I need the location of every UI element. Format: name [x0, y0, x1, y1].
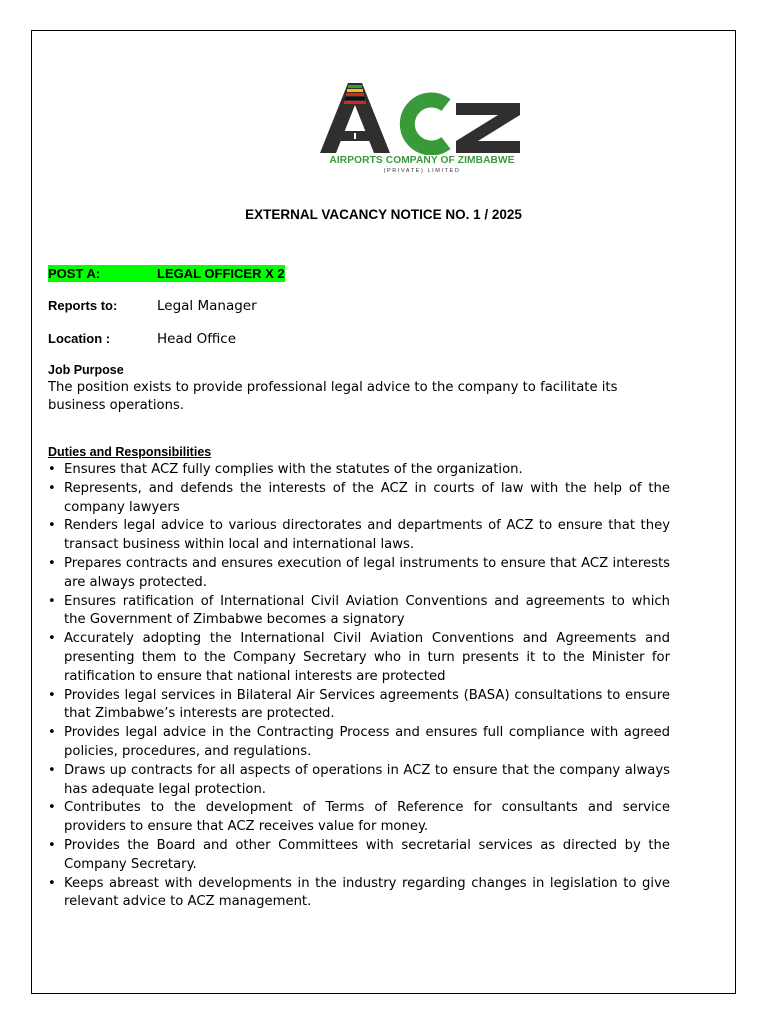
duty-item	[48, 762, 670, 800]
duty-item	[48, 875, 670, 913]
bullet-icon: •	[48, 837, 56, 853]
bullet-icon: •	[48, 462, 56, 477]
location-value: Head Office	[157, 331, 236, 347]
duty-item	[48, 480, 670, 518]
bullet-icon: •	[48, 725, 56, 741]
bullet-icon: •	[48, 480, 56, 496]
bullet-icon: •	[48, 875, 56, 891]
job-purpose-text: The position exists to provide professional legal advice to the company to facilitate its business operations.	[48, 380, 618, 413]
notice-title: EXTERNAL VACANCY NOTICE NO. 1 / 2025	[245, 207, 522, 222]
duty-item	[48, 555, 670, 593]
duty-text: Provides the Board and other Committees with secretarial services as directed by the Company Secretary.	[64, 837, 670, 872]
duty-text: Keeps abreast with developments in the industry regarding changes in legislation to give relevant advice to ACZ management.	[64, 875, 670, 910]
reports-to-label: Reports to:	[48, 298, 118, 313]
bullet-icon: •	[48, 593, 56, 609]
duty-text: Draws up contracts for all aspects of operations in ACZ to ensure that the company always has adequate legal protection.	[64, 762, 670, 797]
bullet-icon: •	[48, 762, 56, 778]
duty-text: Renders legal advice to various directorates and departments of ACZ to ensure that they transact business within local and international laws.	[64, 518, 670, 553]
bullet-icon: •	[48, 800, 56, 816]
post-label: POST A:	[48, 266, 101, 281]
duty-item	[48, 461, 670, 480]
vacancy-notice-page	[31, 30, 736, 994]
duty-item	[48, 837, 670, 875]
bullet-icon: •	[48, 687, 56, 703]
duty-text: Represents, and defends the interests of the ACZ in courts of law with the help of the company lawyers	[64, 480, 670, 515]
duty-item	[48, 593, 670, 631]
bullet-icon: •	[48, 555, 56, 571]
duty-text: Ensures that ACZ fully complies with the statutes of the organization.	[64, 462, 523, 477]
duty-text: Provides legal services in Bilateral Air Services agreements (BASA) consultations to ensure that Zimbabwe’s interests are protected.	[64, 687, 670, 722]
duty-item	[48, 799, 670, 837]
duty-item	[48, 724, 670, 762]
post-value: LEGAL OFFICER X 2	[157, 266, 285, 281]
bullet-icon: •	[48, 518, 56, 534]
post-highlight	[48, 265, 285, 282]
company-type: (PRIVATE) LIMITED	[383, 168, 461, 174]
duty-text: Ensures ratification of International Civil Aviation Conventions and agreements to which the Government of Zimbabwe becomes a signatory	[64, 593, 670, 628]
duty-item	[48, 687, 670, 725]
duty-text: Contributes to the development of Terms of Reference for consultants and service providers to ensure that ACZ receives value for money.	[64, 800, 670, 835]
duty-text: Accurately adopting the International Civil Aviation Conventions and Agreements and presenting them to the Company Secretary who in turn presents it to the Minister for ratification to ensure that national interests are protected	[64, 631, 670, 684]
bullet-icon: •	[48, 631, 56, 647]
reports-to-value: Legal Manager	[157, 298, 257, 314]
acz-logo-mark	[318, 83, 526, 155]
duties-heading: Duties and Responsibilities	[48, 445, 212, 459]
job-purpose-heading: Job Purpose	[48, 363, 124, 377]
duty-text: Provides legal advice in the Contracting Process and ensures full compliance with agreed policies, procedures, and regulations.	[64, 725, 670, 759]
duty-text: Prepares contracts and ensures execution of legal instruments to ensure that ACZ interests are always protected.	[64, 555, 670, 590]
acz-logo	[318, 83, 526, 203]
company-name: AIRPORTS COMPANY OF ZIMBABWE	[329, 155, 515, 166]
duty-item	[48, 517, 670, 555]
duty-item	[48, 630, 670, 686]
location-label: Location :	[48, 331, 111, 346]
duties-list	[48, 461, 670, 912]
